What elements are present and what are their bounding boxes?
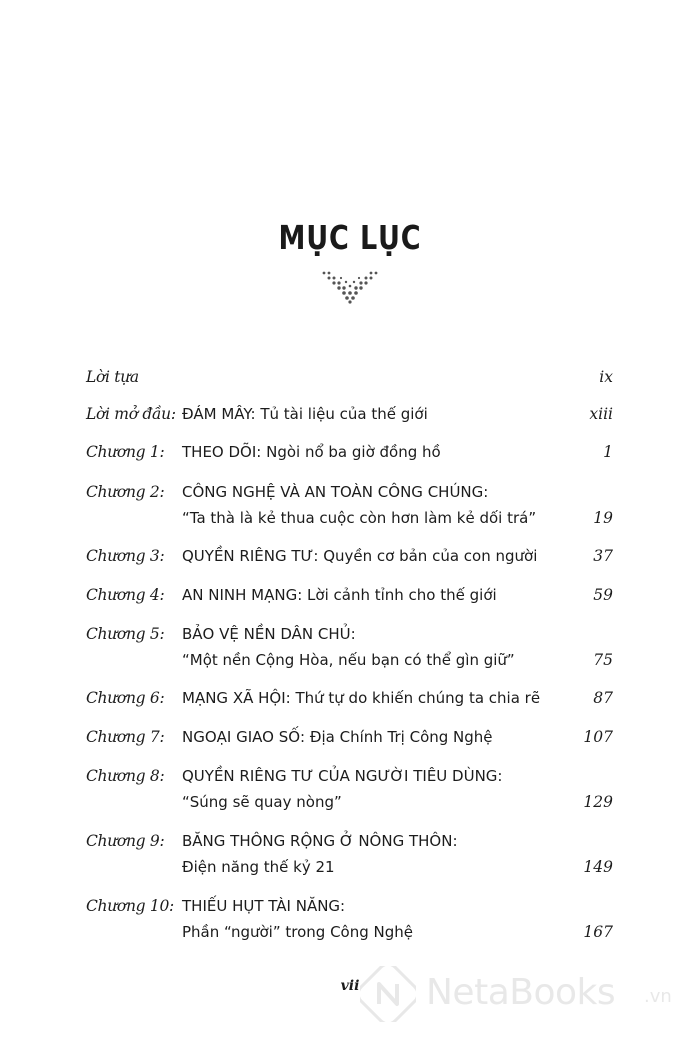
toc-entry-page: 75 — [593, 651, 613, 669]
toc-entry-title: BẢO VỆ NỀN DÂN CHỦ: — [182, 625, 356, 643]
toc-entry-subtitle: “Một nền Cộng Hòa, nếu bạn có thể gìn giữ” — [182, 651, 515, 669]
chevron-ornament-icon — [321, 270, 379, 304]
toc-entry-title: THEO DÕI: Ngòi nổ ba giờ đồng hồ — [182, 443, 441, 461]
toc-entry-page: 59 — [593, 586, 613, 604]
toc-entry-subtitle: Điện năng thế kỷ 21 — [182, 858, 335, 876]
toc-entry-page: 87 — [593, 689, 613, 707]
toc-entry-label: Chương 10: — [86, 897, 174, 915]
page-title: MỤC LỤC — [278, 218, 422, 257]
toc-entry-subtitle: Phần “người” trong Công Nghệ — [182, 923, 414, 941]
toc-entry-page: ix — [599, 368, 613, 386]
watermark-suffix: .vn — [644, 986, 672, 1007]
toc-entry-label: Lời mở đầu: — [86, 405, 176, 423]
toc-entry-label: Chương 6: — [86, 689, 165, 707]
watermark-brand: NetaBooks — [426, 972, 616, 1013]
toc-entry-label: Chương 4: — [86, 586, 165, 604]
toc-entry-title: THIẾU HỤT TÀI NĂNG: — [182, 897, 346, 915]
toc-entry-label: Chương 1: — [86, 443, 165, 461]
toc-entry-subtitle: “Ta thà là kẻ thua cuộc còn hơn làm kẻ dối trá” — [182, 509, 537, 527]
toc-entry-label: Chương 7: — [86, 728, 165, 746]
toc-entry-label: Chương 8: — [86, 767, 165, 785]
toc-entry-page: 37 — [593, 547, 613, 565]
toc-entry-page: 167 — [583, 923, 613, 941]
toc-entry-label: Chương 9: — [86, 832, 165, 850]
toc-entry-page: 129 — [583, 793, 613, 811]
toc-entry-label: Chương 5: — [86, 625, 165, 643]
toc-entry-subtitle: “Súng sẽ quay nòng” — [182, 793, 342, 811]
toc-entry-title: NGOẠI GIAO SỐ: Địa Chính Trị Công Nghệ — [182, 728, 493, 746]
toc-entry-page: 107 — [583, 728, 613, 746]
toc-entry-page: 149 — [583, 858, 613, 876]
toc-entry-page: xiii — [589, 405, 613, 423]
toc-entry-page: 19 — [593, 509, 613, 527]
toc-entry-title: ĐÁM MÂY: Tủ tài liệu của thế giới — [182, 405, 428, 423]
toc-entry-title: CÔNG NGHỆ VÀ AN TOÀN CÔNG CHÚNG: — [182, 483, 489, 501]
toc-entry-title: BĂNG THÔNG RỘNG Ở NÔNG THÔN: — [182, 832, 458, 850]
page-number: vii — [340, 978, 360, 994]
toc-entry-label: Chương 3: — [86, 547, 165, 565]
toc-entry-title: QUYỀN RIÊNG TƯ CỦA NGƯỜI TIÊU DÙNG: — [182, 767, 503, 785]
toc-entry-title: MẠNG XÃ HỘI: Thứ tự do khiến chúng ta chia rẽ — [182, 689, 541, 707]
toc-entry-title: QUYỀN RIÊNG TƯ: Quyền cơ bản của con người — [182, 547, 538, 565]
toc-entry-title: AN NINH MẠNG: Lời cảnh tỉnh cho thế giới — [182, 586, 497, 604]
toc-entry-label: Lời tựa — [86, 368, 139, 386]
toc-entry-label: Chương 2: — [86, 483, 165, 501]
toc-entry-page: 1 — [603, 443, 613, 461]
n-logo-icon — [360, 966, 416, 1022]
watermark — [360, 966, 700, 1022]
